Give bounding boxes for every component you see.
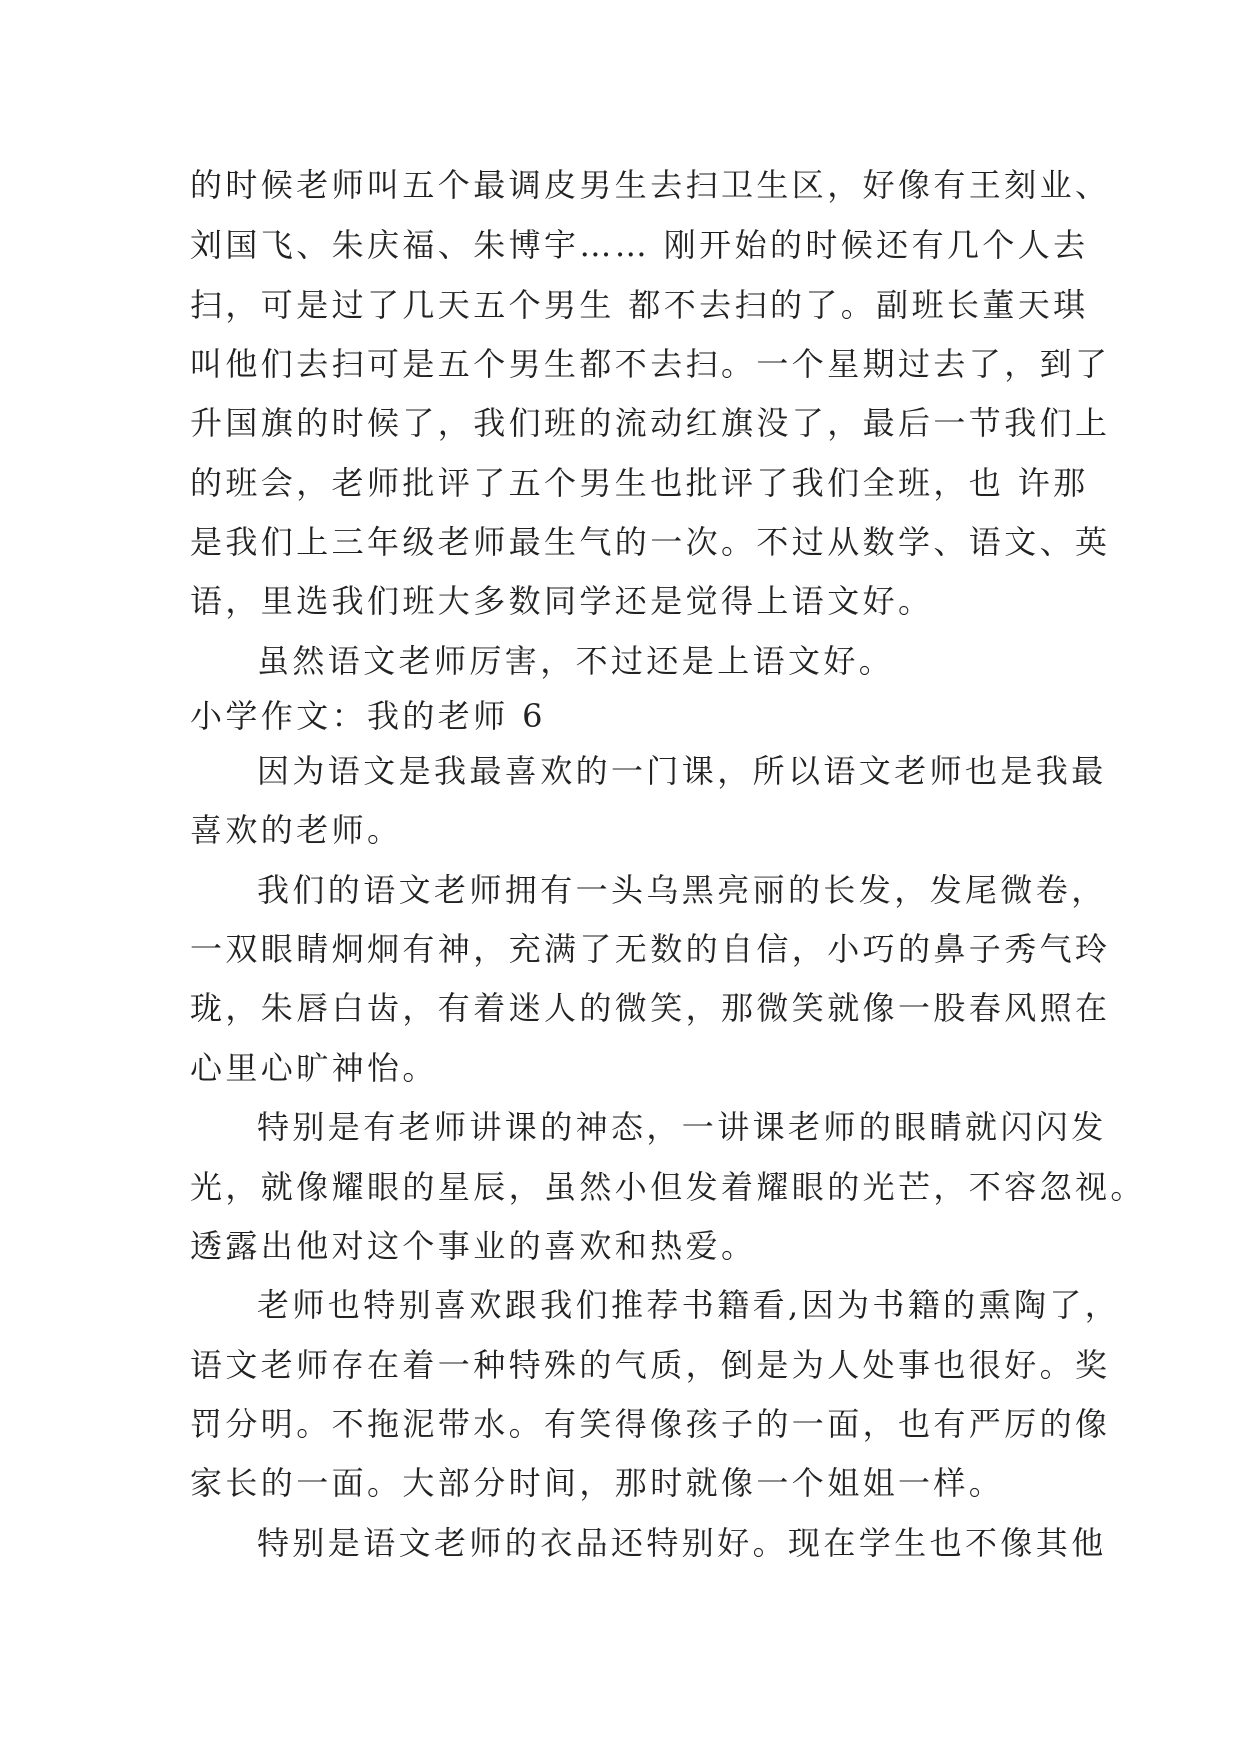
text-line: 的时候老师叫五个最调皮男生去扫卫生区，好像有王刻业、 (190, 166, 1111, 204)
text-line: 一双眼睛炯炯有神，充满了无数的自信，小巧的鼻子秀气玲 (190, 930, 1111, 968)
paragraph-first-line: 因为语文是我最喜欢的一门课，所以语文老师也是我最 (257, 752, 1107, 790)
paragraph-first-line: 我们的语文老师拥有一头乌黑亮丽的长发，发尾微卷， (257, 871, 1107, 909)
text-line: 语，里选我们班大多数同学还是觉得上语文好。 (190, 582, 934, 620)
text-line: 升国旗的时候了，我们班的流动红旗没了，最后一节我们上 (190, 404, 1111, 442)
text-line: 光，就像耀眼的星辰，虽然小但发着耀眼的光芒，不容忽视。 (190, 1168, 1146, 1206)
text-line: 透露出他对这个事业的喜欢和热爱。 (190, 1227, 757, 1265)
text-line: 语文老师存在着一种特殊的气质，倒是为人处事也很好。奖 (190, 1346, 1111, 1384)
text-line: 喜欢的老师。 (190, 811, 403, 849)
text-line: 刘国飞、朱庆福、朱博宇…… 刚开始的时候还有几个人去 (190, 226, 1089, 264)
text-line: 珑，朱唇白齿，有着迷人的微笑，那微笑就像一股春风照在 (190, 989, 1111, 1027)
paragraph-first-line: 老师也特别喜欢跟我们推荐书籍看,因为书籍的熏陶了， (257, 1286, 1121, 1324)
text-line: 心里心旷神怡。 (190, 1049, 438, 1087)
paragraph-first-line: 特别是语文老师的衣品还特别好。现在学生也不像其他 (257, 1524, 1107, 1562)
paragraph-first-line: 特别是有老师讲课的神态，一讲课老师的眼睛就闪闪发 (257, 1108, 1107, 1146)
section-heading: 小学作文：我的老师 6 (190, 697, 546, 735)
text-line: 的班会，老师批评了五个男生也批评了我们全班，也 许那 (190, 464, 1089, 502)
paragraph-first-line: 虽然语文老师厉害，不过还是上语文好。 (257, 642, 895, 680)
text-line: 是我们上三年级老师最生气的一次。不过从数学、语文、英 (190, 523, 1111, 561)
text-line: 罚分明。不拖泥带水。有笑得像孩子的一面，也有严厉的像 (190, 1405, 1111, 1443)
text-line: 叫他们去扫可是五个男生都不去扫。一个星期过去了，到了 (190, 345, 1111, 383)
text-line: 家长的一面。大部分时间，那时就像一个姐姐一样。 (190, 1464, 1005, 1502)
text-line: 扫，可是过了几天五个男生 都不去扫的了。副班长董天琪 (190, 286, 1089, 324)
